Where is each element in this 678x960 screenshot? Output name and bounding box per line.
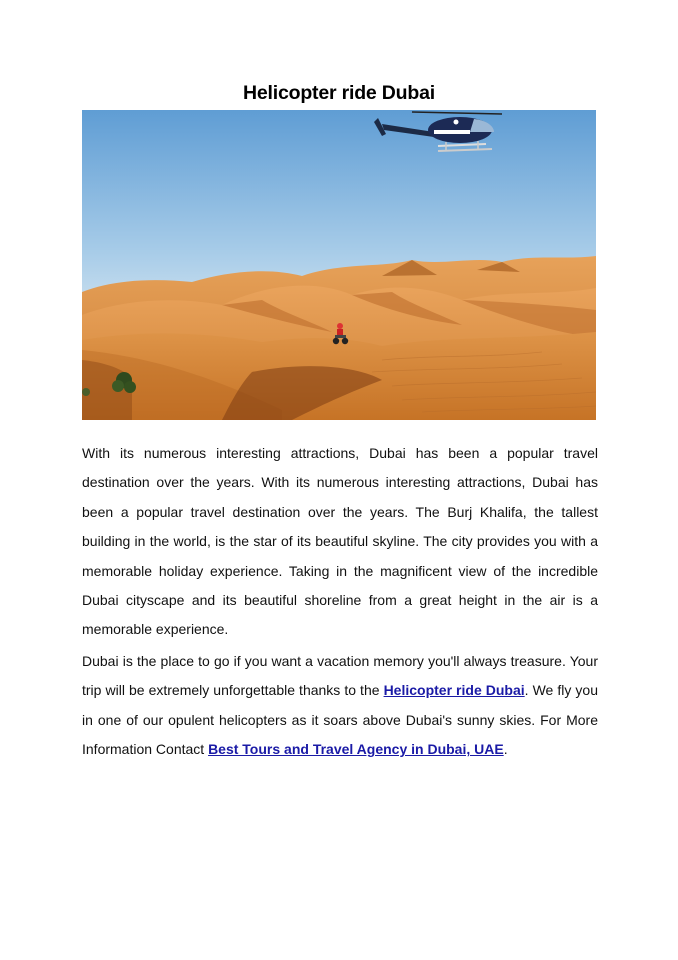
paragraph-text-2: . We fly you in one of our opulent helicopters as it soars above Dubai's sunny skies. For More Information Contact <box>82 682 598 758</box>
desert-helicopter-photo <box>82 110 596 420</box>
tours-agency-link[interactable]: Best Tours and Travel Agency in Dubai, UAE <box>208 741 504 758</box>
paragraph-contact <box>82 647 598 765</box>
helicopter-ride-link[interactable]: Helicopter ride Dubai <box>383 682 525 699</box>
page-title: Helicopter ride Dubai <box>243 82 435 104</box>
paragraph-text-3: . <box>503 741 508 758</box>
paragraph-text-1: Dubai is the place to go if you want a vacation memory you'll always treasure. Your trip will be extremely unforgettable thanks to the <box>82 653 598 699</box>
paragraph-intro: With its numerous interesting attractions, Dubai has been a popular travel destination over the years. With its numerous interesting attractions, Dubai has been a popular travel destination over the years. The Burj Khalifa, the tallest building in the world, is the star of its beautiful skyline. The city provides you with a memorable holiday experience. Taking in the magnificent view of the incredible Dubai cityscape and its beautiful shoreline from a great height in the air is a memorable experience. <box>82 445 598 638</box>
